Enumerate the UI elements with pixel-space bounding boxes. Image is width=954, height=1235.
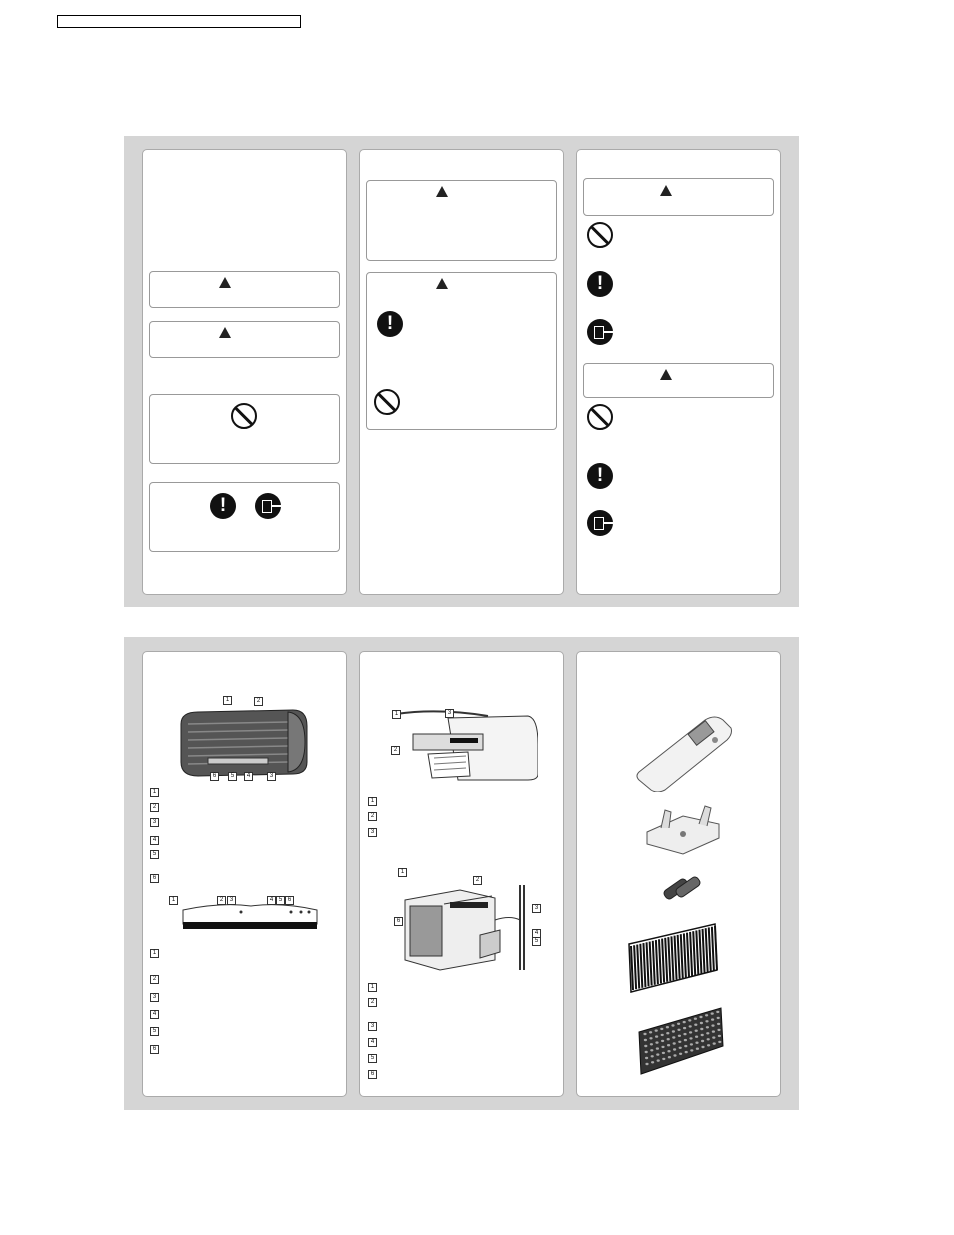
caution-box-2 — [583, 363, 774, 398]
display-callout-4: 4 — [267, 896, 276, 905]
open-callout-2: 2 — [391, 746, 400, 755]
warning-triangle-icon — [219, 277, 231, 288]
display-callout-2: 2 — [217, 896, 226, 905]
warning-triangle-icon — [436, 278, 448, 289]
unplug-icon — [587, 319, 613, 345]
callout-6: 6 — [210, 772, 219, 781]
outdoor-unit-illustration — [400, 880, 540, 975]
remote-holder-illustration — [643, 802, 723, 857]
warning-triangle-icon — [660, 185, 672, 196]
display-callout-3: 3 — [227, 896, 236, 905]
outdoor-legend-1: 1 — [368, 983, 377, 992]
display-callout-5: 5 — [276, 896, 285, 905]
remote-control-illustration — [635, 714, 735, 792]
legend-1: 1 — [150, 788, 159, 797]
outdoor-legend-4: 4 — [368, 1038, 377, 1047]
mandatory-icon: ! — [210, 493, 236, 519]
safety-column-3 — [576, 149, 781, 595]
display-legend-1: 1 — [150, 949, 159, 958]
open-legend-1: 1 — [368, 797, 377, 806]
legend-5: 5 — [150, 850, 159, 859]
display-legend-4: 4 — [150, 1010, 159, 1019]
mandatory-icon: ! — [377, 311, 403, 337]
warning-box-3 — [366, 272, 557, 430]
warning-box-4 — [583, 178, 774, 216]
prohibited-icon — [587, 404, 613, 430]
legend-4: 4 — [150, 836, 159, 845]
callout-1: 1 — [223, 696, 232, 705]
caution-box-1 — [149, 321, 340, 358]
callout-5: 5 — [228, 772, 237, 781]
outdoor-callout-4: 4 — [532, 929, 541, 938]
air-purifying-filter-illustration — [625, 922, 721, 994]
display-legend-5: 5 — [150, 1027, 159, 1036]
safety-sheet — [124, 136, 799, 607]
prohibited-icon — [587, 222, 613, 248]
batteries-illustration — [659, 870, 709, 905]
parts-column-indoor — [142, 651, 347, 1097]
display-panel-illustration — [181, 898, 321, 930]
outdoor-legend-5: 5 — [368, 1054, 377, 1063]
parts-column-outdoor — [359, 651, 564, 1097]
callout-2: 2 — [254, 697, 263, 706]
header-box — [57, 15, 301, 28]
prohibited-icon — [374, 389, 400, 415]
unplug-icon — [587, 510, 613, 536]
outdoor-callout-6: 6 — [394, 917, 403, 926]
indoor-unit-illustration — [173, 704, 313, 784]
open-callout-3: 3 — [445, 709, 454, 718]
unplug-icon — [255, 493, 281, 519]
outdoor-legend-3: 3 — [368, 1022, 377, 1031]
outdoor-callout-2: 2 — [473, 876, 482, 885]
mandatory-legend-box — [149, 482, 340, 552]
indoor-open-illustration — [388, 704, 538, 784]
mandatory-icon: ! — [587, 271, 613, 297]
legend-6: 6 — [150, 874, 159, 883]
parts-column-accessories — [576, 651, 781, 1097]
display-callout-1: 1 — [169, 896, 178, 905]
outdoor-callout-3: 3 — [532, 904, 541, 913]
parts-sheet — [124, 637, 799, 1110]
display-legend-2: 2 — [150, 975, 159, 984]
open-legend-2: 2 — [368, 812, 377, 821]
display-legend-6: 6 — [150, 1045, 159, 1054]
outdoor-callout-5: 5 — [532, 937, 541, 946]
legend-3: 3 — [150, 818, 159, 827]
warning-box-1 — [149, 271, 340, 308]
outdoor-legend-6: 6 — [368, 1070, 377, 1079]
prohibited-icon — [231, 403, 257, 429]
display-callout-6: 6 — [285, 896, 294, 905]
open-legend-3: 3 — [368, 828, 377, 837]
safety-column-1 — [142, 149, 347, 595]
prohibited-legend-box — [149, 394, 340, 464]
safety-column-2 — [359, 149, 564, 595]
callout-3: 3 — [267, 772, 276, 781]
outdoor-callout-1: 1 — [398, 868, 407, 877]
open-callout-1: 1 — [392, 710, 401, 719]
warning-triangle-icon — [219, 327, 231, 338]
callout-4: 4 — [244, 772, 253, 781]
deodorizing-filter-illustration — [635, 1004, 729, 1076]
display-legend-3: 3 — [150, 993, 159, 1002]
mandatory-icon: ! — [587, 463, 613, 489]
outdoor-legend-2: 2 — [368, 998, 377, 1007]
warning-box-2 — [366, 180, 557, 261]
legend-2: 2 — [150, 803, 159, 812]
warning-triangle-icon — [660, 369, 672, 380]
warning-triangle-icon — [436, 186, 448, 197]
